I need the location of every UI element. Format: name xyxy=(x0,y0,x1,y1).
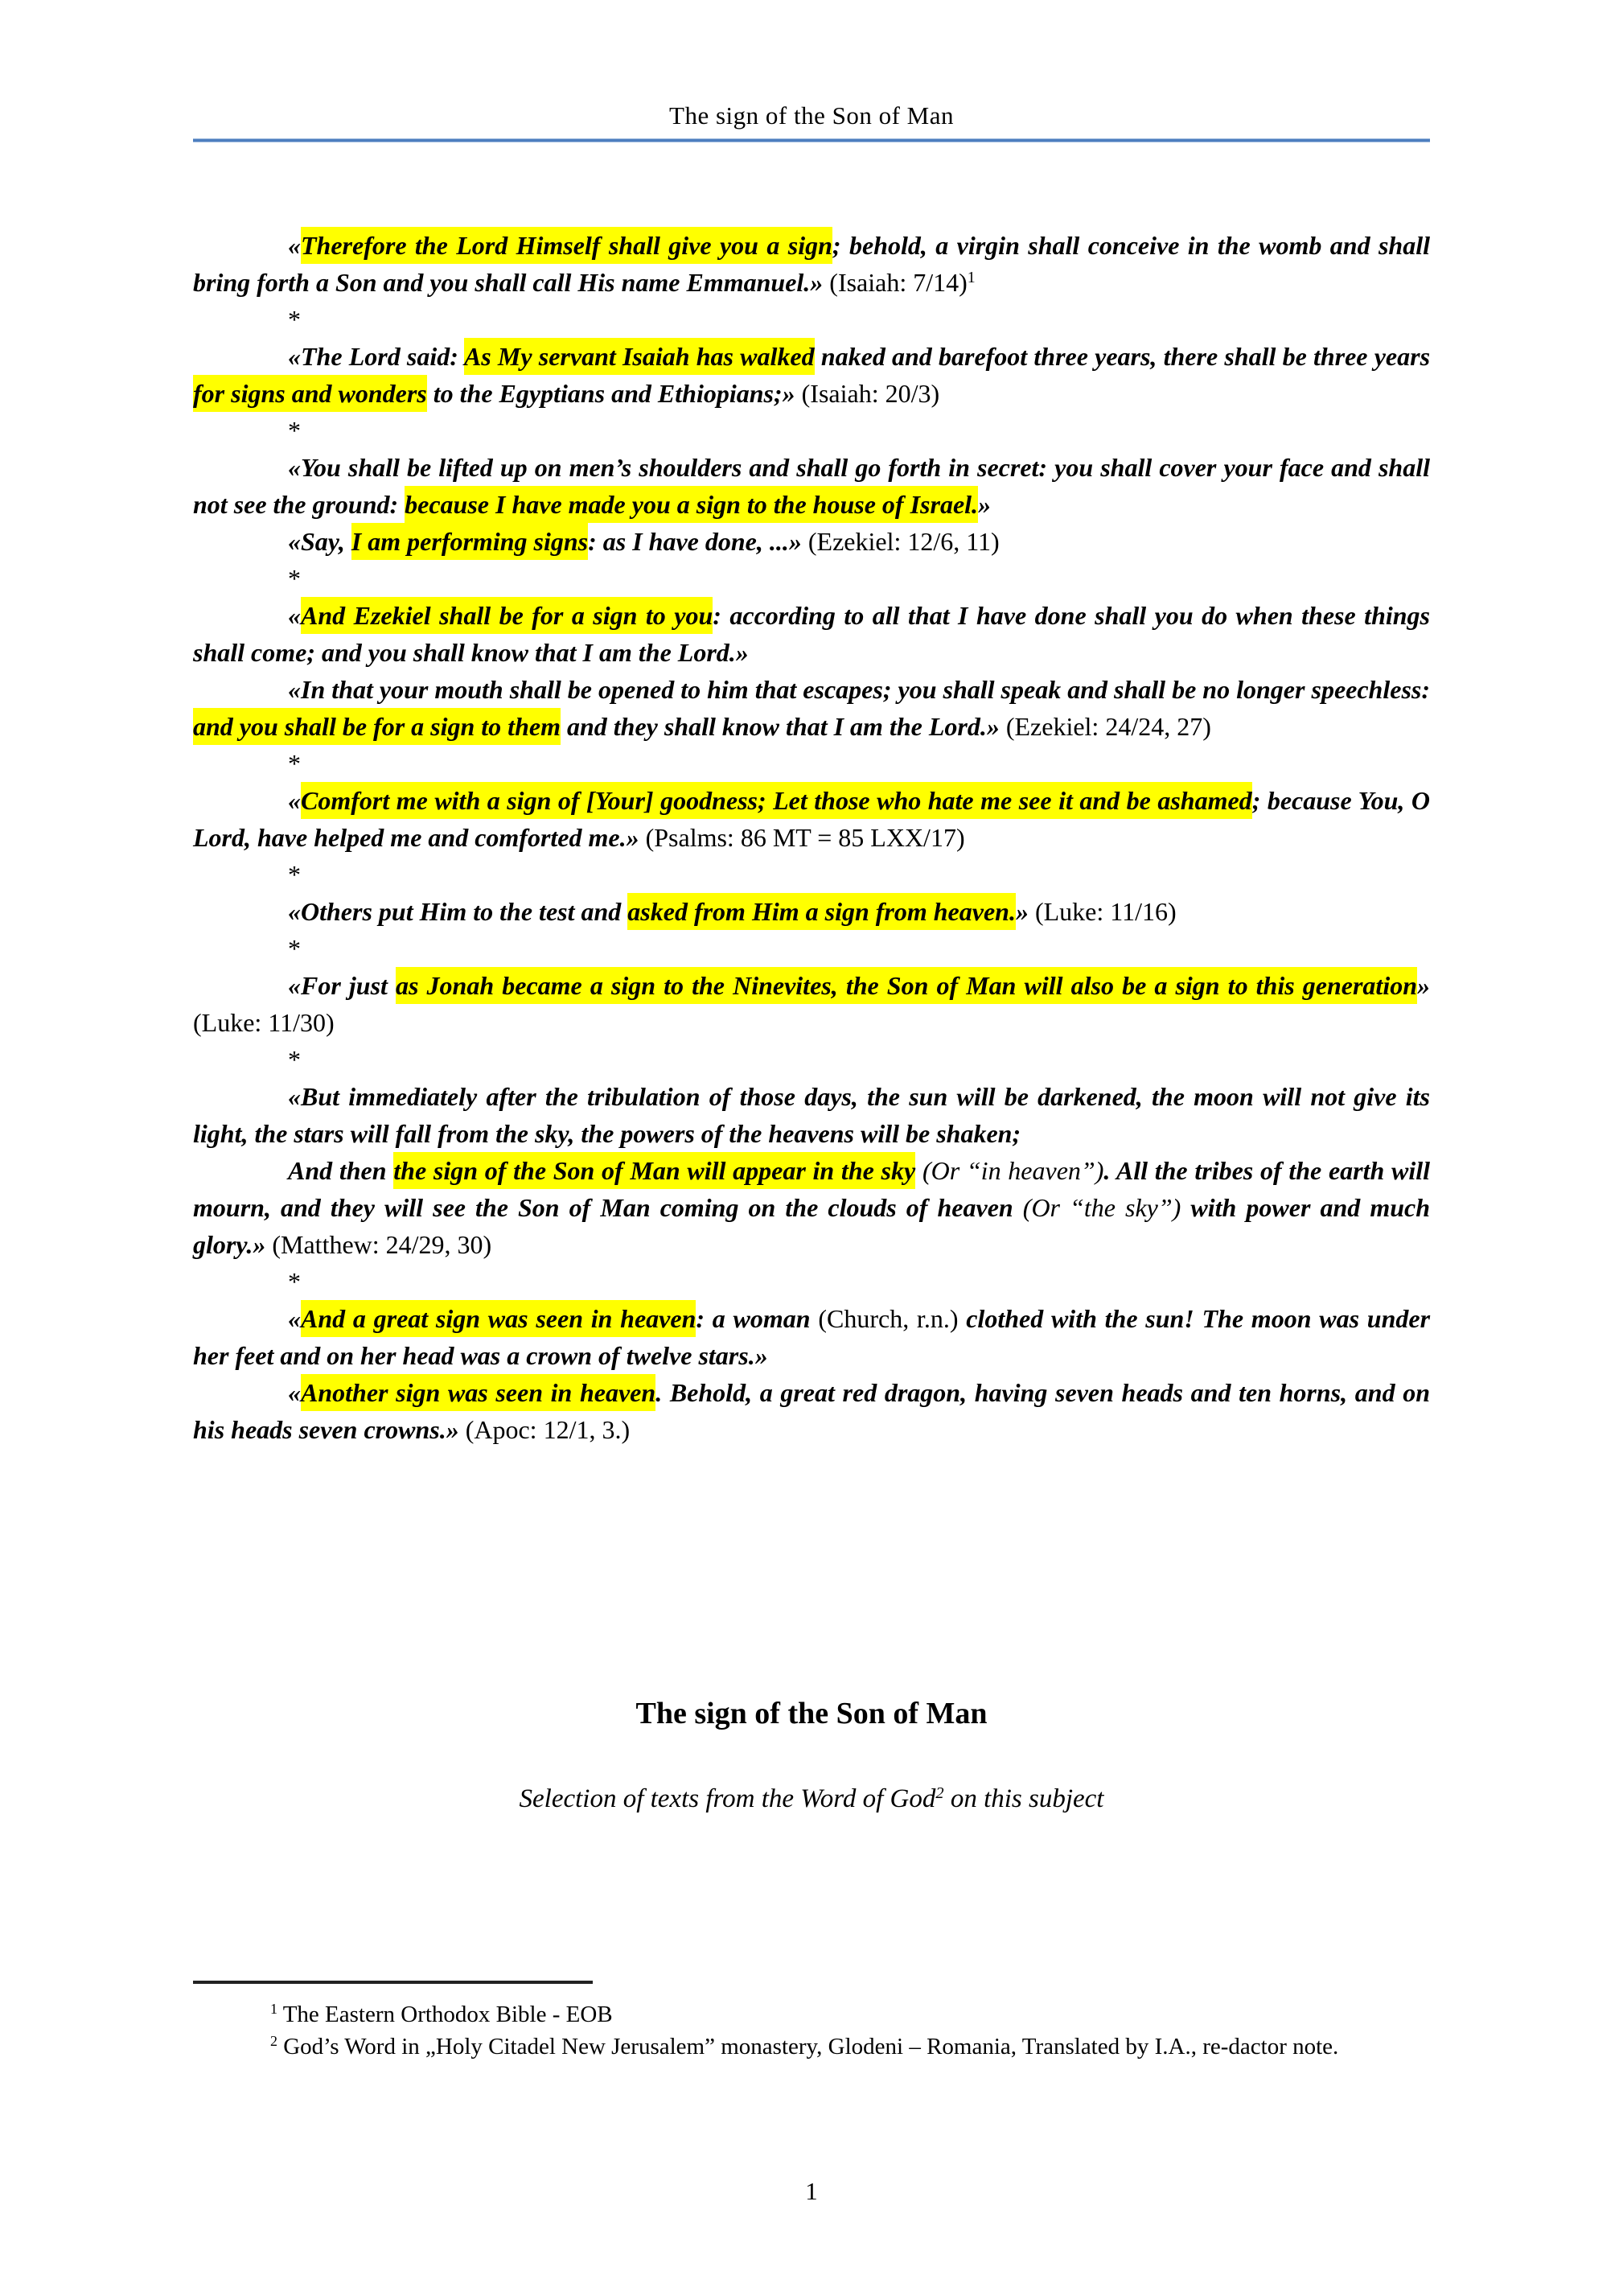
highlight-run xyxy=(301,1374,655,1411)
text-run: «Others put Him to the test and xyxy=(288,897,628,926)
scripture-paragraph xyxy=(193,893,1430,930)
highlighted-text: as Jonah became a sign to the Ninevites, the Son of Man will also be a sign to this generation xyxy=(396,967,1417,1004)
page-header-title: The sign of the Son of Man xyxy=(669,101,954,130)
page-number: 1 xyxy=(805,2177,818,2205)
highlight-run xyxy=(393,1152,915,1189)
highlight-run xyxy=(301,782,1252,819)
text-run: » xyxy=(1015,897,1035,926)
scripture-paragraph xyxy=(193,1078,1430,1152)
text-run: « xyxy=(288,231,301,260)
text-run: And then xyxy=(288,1156,394,1185)
text-run: : as I have done, ...» xyxy=(588,527,808,556)
scripture-paragraph xyxy=(193,1152,1430,1263)
asterisk-separator: * xyxy=(288,860,301,889)
highlighted-text: the sign of the Son of Man will appear in the sky xyxy=(393,1152,915,1189)
text-run: « xyxy=(288,1378,301,1407)
text-run: : according to all that I have done shall you do when these things shall come; and you shall know that I am the Lord.» xyxy=(193,601,1430,667)
highlight-run xyxy=(193,708,561,745)
text-run: » xyxy=(978,490,992,519)
text-run: clothed with the sun! The moon was under her feet and on her head was a crown of twelve stars.» xyxy=(193,1304,1431,1370)
scripture-paragraph xyxy=(193,597,1430,671)
scripture-paragraph xyxy=(193,782,1430,856)
text-run: « xyxy=(288,1304,301,1333)
highlight-run xyxy=(351,523,588,560)
highlight-run xyxy=(405,486,978,523)
text-run: (Psalms: 86 MT = 85 LXX/17) xyxy=(645,823,965,852)
text-run: (Or “the sky”) xyxy=(1022,1193,1181,1222)
text-run: with power and much glory.» xyxy=(193,1193,1431,1259)
text-run: and they shall know that I am the Lord.» xyxy=(560,712,1006,741)
text-run: . Behold, a great red dragon, having seven heads and ten horns, and on his heads seven crowns.» xyxy=(193,1378,1431,1444)
footnote-reference: 1 xyxy=(967,269,976,287)
footnote-separator-rule xyxy=(193,1981,593,1984)
footnote-1-marker: 1 xyxy=(270,2001,277,2018)
text-run: (Ezekiel: 12/6, 11) xyxy=(807,527,1000,556)
text-run: : a woman xyxy=(696,1304,819,1333)
scripture-paragraph xyxy=(193,523,1430,560)
subtitle-footnote-reference: 2 xyxy=(935,1784,944,1802)
text-run: « xyxy=(288,601,301,630)
scripture-paragraph xyxy=(193,449,1430,523)
highlighted-text: for signs and wonders xyxy=(193,375,427,412)
scripture-paragraph xyxy=(193,1374,1430,1448)
text-run: « xyxy=(288,786,301,815)
text-run: ; behold, a virgin shall conceive in the womb and shall bring forth a Son and you shall call His name Emmanuel.» xyxy=(193,231,1431,297)
subtitle-text-suffix: on this subject xyxy=(943,1784,1104,1813)
text-run: ; because You, O Lord, have helped me and comforted me.» xyxy=(193,786,1431,852)
footnotes-section xyxy=(193,1981,1430,2063)
scripture-paragraph xyxy=(193,967,1430,1041)
text-run: (Isaiah: 20/3) xyxy=(801,379,940,408)
footnote-1 xyxy=(193,1998,1430,2031)
highlight-run xyxy=(464,338,815,375)
text-run: naked and barefoot three years, there shall be three years xyxy=(814,342,1431,371)
text-run: » xyxy=(1417,971,1431,1000)
text-run: to the Egyptians and Ethiopians;» xyxy=(426,379,802,408)
highlighted-text: asked from Him a sign from heaven. xyxy=(627,893,1016,930)
footnote-2 xyxy=(193,2031,1430,2063)
text-run: (Isaiah: 7/14) xyxy=(829,268,968,297)
text-run: (Matthew: 24/29, 30) xyxy=(272,1230,492,1259)
highlighted-text: and you shall be for a sign to them xyxy=(193,708,561,745)
highlighted-text: As My servant Isaiah has walked xyxy=(464,338,815,375)
document-subtitle xyxy=(0,1784,1623,1814)
scripture-paragraph xyxy=(193,227,1430,301)
text-run xyxy=(915,1156,922,1185)
highlighted-text: Therefore the Lord Himself shall give you a sign xyxy=(301,227,832,264)
highlighted-text: And Ezekiel shall be for a sign to you xyxy=(301,597,713,634)
highlighted-text: And a great sign was seen in heaven xyxy=(301,1300,696,1337)
subtitle-text: Selection of texts from the Word of God xyxy=(519,1784,936,1813)
text-run: (Apoc: 12/1, 3.) xyxy=(465,1415,631,1444)
text-run: «You shall be lifted up on men’s shoulders and shall go forth in secret: you shall cover your face and shall not see the ground: xyxy=(193,453,1430,519)
text-run: (Ezekiel: 24/24, 27) xyxy=(1005,712,1211,741)
footnote-1-text: The Eastern Orthodox Bible - EOB xyxy=(277,2002,613,2027)
scripture-paragraph xyxy=(193,338,1430,412)
highlighted-text: Comfort me with a sign of [Your] goodness; Let those who hate me see it and be ashamed xyxy=(301,782,1252,819)
highlight-run xyxy=(193,375,427,412)
text-run: (Or “in heaven”) xyxy=(922,1156,1104,1185)
footnote-2-marker: 2 xyxy=(270,2033,277,2050)
asterisk-separator: * xyxy=(288,564,301,593)
asterisk-separator: * xyxy=(288,416,301,445)
highlight-run xyxy=(301,597,713,634)
text-run: «The Lord said: xyxy=(288,342,464,371)
header-rule xyxy=(193,138,1430,142)
scripture-body xyxy=(193,227,1430,1448)
asterisk-separator: * xyxy=(288,1045,301,1074)
asterisk-separator: * xyxy=(288,305,301,334)
highlighted-text: because I have made you a sign to the house of Israel. xyxy=(405,486,978,523)
highlighted-text: I am performing signs xyxy=(351,523,588,560)
scripture-paragraph xyxy=(193,671,1430,745)
asterisk-separator: * xyxy=(288,749,301,778)
asterisk-separator: * xyxy=(288,1267,301,1296)
text-run: «For just xyxy=(288,971,397,1000)
text-run: (Luke: 11/30) xyxy=(193,1008,335,1037)
highlight-run xyxy=(301,1300,696,1337)
text-run: (Luke: 11/16) xyxy=(1034,897,1177,926)
scripture-paragraph xyxy=(193,1300,1430,1374)
highlight-run xyxy=(396,967,1417,1004)
highlighted-text: Another sign was seen in heaven xyxy=(301,1374,655,1411)
asterisk-separator: * xyxy=(288,934,301,963)
highlight-run xyxy=(627,893,1016,930)
document-title: The sign of the Son of Man xyxy=(635,1697,988,1730)
text-run: (Church, r.n.) xyxy=(818,1304,959,1333)
text-run: «Say, xyxy=(288,527,351,556)
text-run: «In that your mouth shall be opened to him that escapes; you shall speak and shall be no longer speechless: xyxy=(288,675,1430,704)
text-run: . All the tribes of the earth will mourn, and they will see the Son of Man coming on the clouds of heaven xyxy=(193,1156,1431,1222)
text-run: «But immediately after the tribulation of those days, the sun will be darkened, the moon will not give its light, the stars will fall from the sky, the powers of the heavens will be shaken; xyxy=(193,1082,1430,1148)
highlight-run xyxy=(301,227,832,264)
footnote-2-text: God’s Word in „Holy Citadel New Jerusalem” monastery, Glodeni – Romania, Translated by I.A., re-dactor note. xyxy=(277,2034,1339,2059)
